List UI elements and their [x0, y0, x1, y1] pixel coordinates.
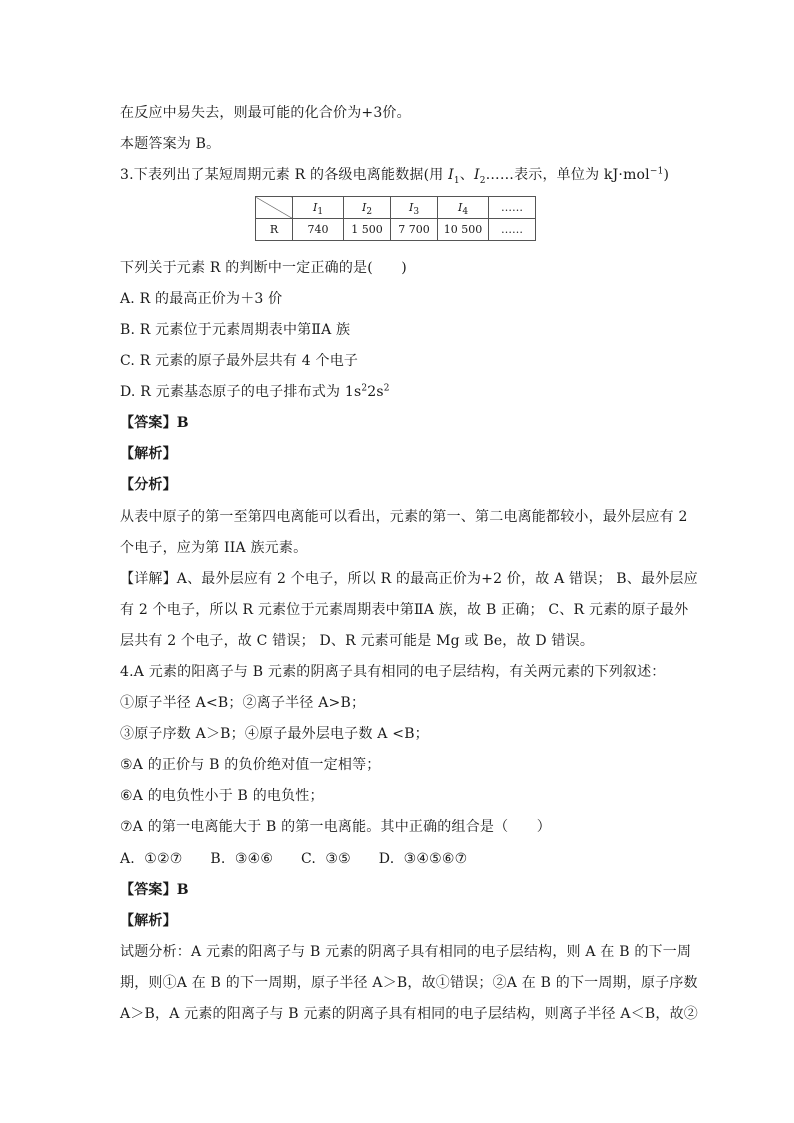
table-header-cell: $I_2$	[344, 197, 391, 219]
statement-line: ①原子半径 A<B；②离子半径 A>B；	[120, 695, 366, 711]
table-cell: 7 700	[391, 219, 438, 241]
question-3-stem	[120, 165, 669, 185]
subscript: 2	[479, 175, 486, 186]
text-line: 本题答案为 B。	[120, 136, 221, 152]
text-span: 、	[459, 167, 474, 183]
statement-line: ⑥A 的电负性小于 B 的电负性；	[120, 788, 324, 804]
ionization-energy-table	[255, 196, 536, 241]
question-3-prompt: 下列关于元素 R 的判断中一定正确的是( )	[120, 260, 407, 276]
text-span: D. R 元素基态原子的电子排布式为 1s	[120, 384, 362, 400]
table-cell: ……	[489, 219, 536, 241]
text-line: 从表中原子的第一至第四电离能可以看出，元素的第一、第二电离能都较小，最外层应有 2	[120, 509, 688, 525]
option-b: B. R 元素位于元素周期表中第ⅡA 族	[120, 322, 351, 338]
statement-line: ③原子序数 A＞B；④原子最外层电子数 A <B；	[120, 726, 429, 742]
text-line: 【详解】A、最外层应有 2 个电子，所以 R 的最高正价为+2 价，故 A 错误； B、最外层应	[120, 571, 698, 587]
text-line: 在反应中易失去，则最可能的化合价为+3价。	[120, 105, 411, 121]
table-header-cell: $I_3$	[391, 197, 438, 219]
answer-label: 【答案】B	[120, 415, 189, 431]
text-line: 试题分析：A 元素的阳离子与 B 元素的阴离子具有相同的电子层结构，则 A 在 B 的下一周	[120, 944, 692, 960]
symbol-i1: I	[448, 167, 454, 183]
table-row	[256, 219, 536, 241]
analysis-label: 【解析】	[120, 913, 177, 929]
superscript: 2	[383, 383, 390, 394]
text-span: 2s	[367, 384, 384, 400]
text-line: A＞B，A 元素的阳离子与 B 元素的阴离子具有相同的电子层结构，则离子半径 A＜B，故②	[120, 1006, 698, 1022]
table-corner-cell	[256, 197, 293, 219]
table-cell: 10 500	[438, 219, 489, 241]
table-header-row	[256, 197, 536, 219]
table-header-cell: $I_1$	[293, 197, 344, 219]
superscript: −1	[649, 166, 664, 177]
text-line: 个电子，应为第 IIA 族元素。	[120, 540, 308, 556]
option-d	[120, 382, 390, 402]
statement-line: ⑤A 的正价与 B 的负价绝对值一定相等；	[120, 757, 381, 773]
table-header-cell: $I_4$	[438, 197, 489, 219]
table-cell: 740	[293, 219, 344, 241]
text-span: ……表示，单位为 kJ·mol	[485, 167, 650, 183]
subscript: 1	[453, 175, 460, 186]
question-4-options: A. ①②⑦ B. ③④⑥ C. ③⑤ D. ③④⑤⑥⑦	[120, 851, 468, 867]
table-header-cell: ……	[489, 197, 536, 219]
superscript: 2	[361, 383, 368, 394]
table-row-label: R	[256, 219, 293, 241]
symbol-i2: I	[474, 167, 480, 183]
text-line: 有 2 个电子，所以 R 元素位于元素周期表中第ⅡA 族，故 B 正确； C、R 元素的原子最外	[120, 602, 689, 618]
question-4-stem: 4.A 元素的阳离子与 B 元素的阴离子具有相同的电子层结构，有关两元素的下列叙述：	[120, 664, 666, 680]
text-span: )	[663, 167, 670, 183]
analysis-label: 【解析】	[120, 446, 177, 462]
table-cell: 1 500	[344, 219, 391, 241]
statement-line: ⑦A 的第一电离能大于 B 的第一电离能。其中正确的组合是（ ）	[120, 819, 551, 835]
option-c: C. R 元素的原子最外层共有 4 个电子	[120, 353, 359, 369]
text-line: 层共有 2 个电子，故 C 错误； D、R 元素可能是 Mg 或 Be，故 D 错误。	[120, 633, 595, 649]
text-line: 期，则①A 在 B 的下一周期，原子半径 A＞B，故①错误；②A 在 B 的下一周期，原子序数	[120, 975, 698, 991]
option-a: A. R 的最高正价为＋3 价	[120, 291, 283, 307]
text-span: 3.下表列出了某短周期元素 R 的各级电离能数据(用	[120, 167, 449, 183]
answer-label: 【答案】B	[120, 882, 189, 898]
analysis-sub-label: 【分析】	[120, 477, 177, 493]
